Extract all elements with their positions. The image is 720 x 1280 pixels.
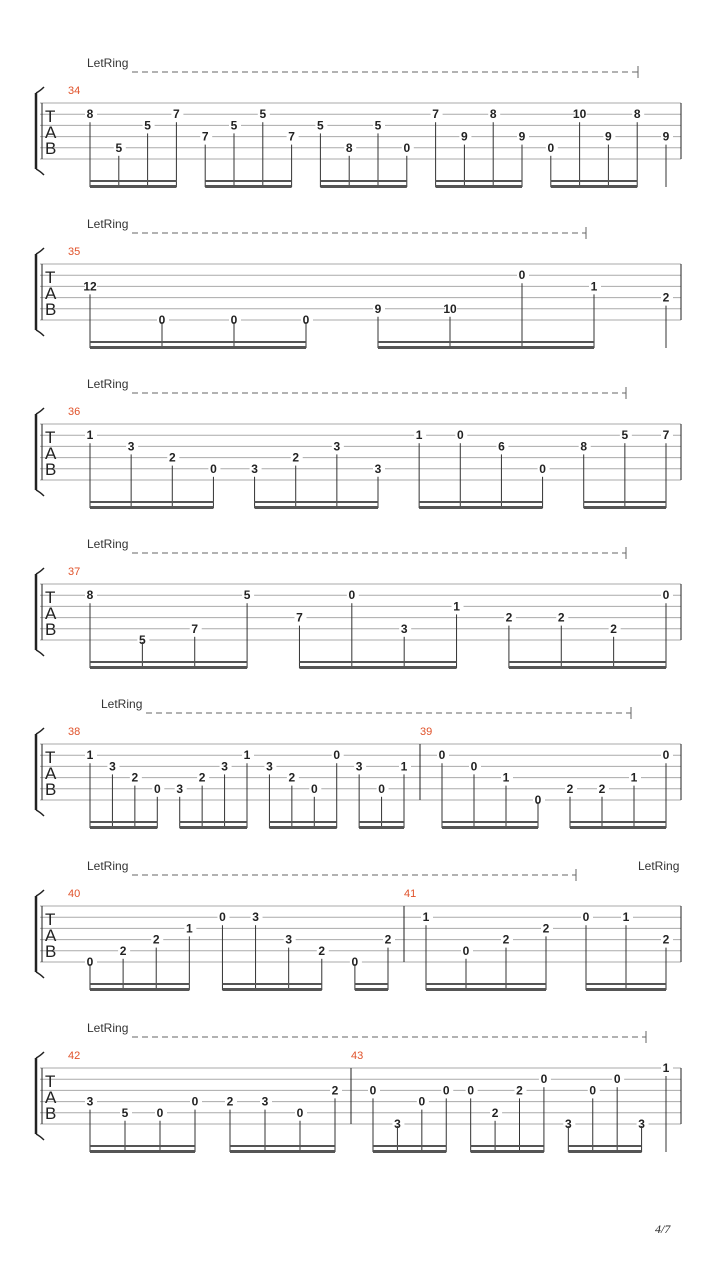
beam-secondary	[180, 821, 247, 823]
fret-number: 0	[462, 943, 470, 958]
beam-primary	[471, 1150, 544, 1153]
fret-number: 7	[296, 610, 303, 625]
fret-number: 9	[518, 129, 526, 144]
fret-number: 0	[613, 1072, 621, 1087]
fret-number: 8	[86, 588, 94, 603]
tab-clef-letter: T	[45, 268, 56, 287]
beam-primary	[586, 988, 666, 991]
fret-number: 3	[251, 461, 258, 476]
fret-number: 2	[557, 610, 565, 625]
fret-number: 0	[333, 748, 341, 763]
letring-label: LetRing	[87, 859, 129, 873]
fret-number: 7	[191, 621, 199, 636]
beam-primary	[90, 1150, 195, 1153]
tab-clef-letter: B	[45, 942, 57, 961]
tab-clef-letter: A	[45, 604, 57, 623]
fret-number: 1	[622, 910, 630, 925]
letring-label: LetRing	[638, 859, 680, 873]
fret-number: 1	[86, 428, 94, 443]
fret-number: 0	[589, 1083, 597, 1098]
beam-secondary	[90, 501, 213, 503]
tab-clef-letter: T	[45, 1072, 56, 1091]
beam-primary	[90, 185, 176, 188]
beam-secondary	[378, 341, 594, 343]
beam-secondary	[551, 180, 637, 182]
fret-number: 0	[302, 313, 310, 327]
beam-primary	[570, 826, 666, 829]
tab-clef-letter: T	[45, 588, 56, 607]
fret-number: 0	[369, 1083, 377, 1098]
fret-number: 2	[331, 1083, 339, 1098]
fret-number: 2	[610, 621, 617, 636]
tab-clef-letter: B	[45, 139, 57, 158]
fret-number: 5	[374, 118, 382, 133]
systems-layer	[36, 56, 681, 1153]
fret-number: 2	[119, 943, 127, 958]
letring-label: LetRing	[87, 56, 129, 70]
fret-number: 8	[580, 439, 588, 454]
beam-secondary	[436, 180, 522, 182]
fret-number: 1	[243, 748, 251, 763]
fret-number: 0	[547, 140, 555, 155]
beam-secondary	[90, 983, 189, 985]
beam-primary	[551, 185, 637, 188]
measure-number: 36	[68, 406, 81, 418]
fret-number: 3	[266, 759, 273, 774]
fret-number: 2	[502, 932, 510, 947]
measure-number: 43	[351, 1050, 364, 1062]
fret-number: 5	[230, 118, 238, 133]
fret-number: 3	[333, 439, 341, 454]
tab-system	[36, 377, 681, 509]
fret-number: 7	[173, 107, 180, 122]
fret-number: 1	[185, 921, 193, 936]
fret-number: 3	[176, 781, 184, 796]
beam-secondary	[426, 983, 546, 985]
beam-secondary	[299, 661, 456, 663]
fret-number: 0	[539, 461, 546, 476]
fret-number: 8	[633, 107, 641, 122]
fret-number: 10	[443, 301, 457, 316]
measure-number: 42	[68, 1050, 81, 1062]
tab-clef-letter: T	[45, 910, 56, 929]
tab-clef-letter: A	[45, 444, 57, 463]
fret-number: 0	[582, 910, 590, 925]
beam-primary	[419, 506, 542, 509]
fret-number: 3	[261, 1094, 269, 1109]
fret-number: 3	[109, 759, 116, 774]
fret-number: 9	[605, 129, 612, 144]
beam-primary	[299, 666, 456, 669]
fret-number: 3	[400, 621, 408, 636]
letring-label: LetRing	[87, 537, 129, 551]
fret-number: 0	[470, 759, 478, 774]
tab-system	[36, 217, 681, 349]
beam-secondary	[90, 180, 176, 182]
fret-number: 0	[219, 910, 226, 925]
fret-number: 2	[318, 943, 326, 958]
tab-clef-letter: A	[45, 1088, 57, 1107]
fret-number: 0	[467, 1083, 475, 1098]
beam-secondary	[586, 983, 666, 985]
tab-system	[36, 859, 681, 991]
fret-number: 2	[292, 450, 300, 465]
beam-secondary	[205, 180, 291, 182]
beam-secondary	[442, 821, 538, 823]
fret-number: 3	[86, 1094, 94, 1109]
beam-secondary	[359, 821, 404, 823]
fret-number: 5	[121, 1105, 129, 1120]
fret-number: 0	[534, 793, 542, 807]
measure-number: 34	[68, 85, 81, 97]
beam-primary	[436, 185, 522, 188]
beam-primary	[320, 185, 406, 188]
beam-primary	[90, 826, 157, 829]
fret-number: 1	[662, 1061, 670, 1075]
fret-number: 2	[542, 921, 550, 936]
fret-number: 1	[86, 748, 94, 763]
tab-clef-letter: B	[45, 300, 57, 319]
fret-number: 0	[230, 313, 238, 327]
fret-number: 2	[168, 450, 176, 465]
fret-number: 1	[630, 770, 638, 785]
fret-number: 0	[158, 313, 166, 327]
beam-secondary	[568, 1145, 641, 1147]
fret-number: 0	[403, 140, 411, 155]
beam-primary	[442, 826, 538, 829]
tab-clef-letter: T	[45, 748, 56, 767]
beam-secondary	[419, 501, 542, 503]
tab-system	[36, 1021, 681, 1153]
fret-number: 8	[345, 140, 353, 155]
fret-number: 6	[498, 439, 505, 454]
fret-number: 3	[127, 439, 135, 454]
fret-number: 0	[456, 428, 464, 443]
fret-number: 0	[438, 748, 446, 763]
letring-label: LetRing	[87, 217, 129, 231]
fret-number: 0	[191, 1094, 199, 1109]
fret-number: 5	[243, 588, 251, 603]
letring-label: LetRing	[101, 697, 143, 711]
fret-number: 2	[662, 290, 670, 305]
fret-number: 2	[662, 932, 670, 947]
fret-number: 3	[221, 759, 228, 774]
letring-label: LetRing	[87, 1021, 129, 1035]
fret-number: 0	[310, 781, 318, 796]
tab-system	[36, 697, 681, 829]
fret-number: 2	[384, 932, 392, 947]
fret-number: 5	[259, 107, 267, 122]
tab-clef-letter: A	[45, 926, 57, 945]
tab-clef-letter: T	[45, 107, 56, 126]
beam-secondary	[90, 1145, 195, 1147]
measure-number: 41	[404, 888, 417, 900]
fret-number: 1	[422, 910, 430, 925]
fret-number: 0	[86, 955, 94, 969]
beam-secondary	[230, 1145, 335, 1147]
fret-number: 2	[516, 1083, 523, 1098]
fret-number: 2	[288, 770, 296, 785]
fret-number: 9	[461, 129, 468, 144]
fret-number: 1	[590, 279, 598, 294]
fret-number: 7	[201, 129, 209, 144]
fret-number: 10	[572, 107, 587, 122]
beam-primary	[509, 666, 666, 669]
tab-system	[36, 56, 681, 188]
beam-primary	[269, 826, 336, 829]
fret-number: 8	[86, 107, 94, 122]
measure-number: 37	[68, 566, 81, 578]
beam-secondary	[584, 501, 666, 503]
beam-primary	[378, 346, 594, 349]
tab-clef-letter: A	[45, 123, 57, 142]
beam-secondary	[355, 983, 388, 985]
fret-number: 0	[518, 268, 526, 283]
fret-number: 0	[348, 588, 356, 603]
tab-clef-letter: T	[45, 428, 56, 447]
fret-number: 8	[489, 107, 497, 122]
beam-secondary	[471, 1145, 544, 1147]
beam-secondary	[90, 661, 247, 663]
fret-number: 0	[156, 1105, 164, 1120]
fret-number: 5	[317, 118, 324, 133]
measure-number: 40	[68, 888, 81, 900]
fret-number: 3	[252, 910, 259, 925]
beam-secondary	[570, 821, 666, 823]
beam-secondary	[373, 1145, 446, 1147]
beam-primary	[584, 506, 666, 509]
fret-number: 9	[662, 129, 670, 144]
beam-primary	[355, 988, 388, 991]
fret-number: 0	[210, 461, 217, 476]
fret-number: 3	[374, 461, 382, 476]
beam-secondary	[222, 983, 321, 985]
tab-clef-letter: A	[45, 764, 57, 783]
beam-primary	[426, 988, 546, 991]
fret-number: 0	[418, 1094, 426, 1109]
fret-number: 5	[139, 633, 146, 647]
fret-number: 3	[355, 759, 363, 774]
tab-clef-letter: B	[45, 620, 57, 639]
tab-clef-letter: B	[45, 460, 57, 479]
beam-secondary	[90, 821, 157, 823]
fret-number: 3	[285, 932, 293, 947]
fret-number: 1	[400, 759, 408, 774]
beam-secondary	[320, 180, 406, 182]
beam-secondary	[509, 661, 666, 663]
fret-number: 1	[453, 599, 460, 614]
tab-clef-letter: B	[45, 780, 57, 799]
fret-number: 12	[83, 279, 97, 294]
fret-number: 7	[288, 129, 295, 144]
measure-number: 38	[68, 726, 81, 738]
beam-primary	[90, 346, 306, 349]
tab-clef-letter: B	[45, 1104, 57, 1123]
page-number: 4/7	[655, 1222, 671, 1236]
fret-number: 9	[374, 301, 382, 316]
beam-secondary	[90, 341, 306, 343]
fret-number: 5	[621, 428, 629, 443]
fret-number: 0	[442, 1083, 450, 1098]
fret-number: 3	[394, 1117, 401, 1131]
beam-primary	[90, 506, 213, 509]
fret-number: 2	[152, 932, 160, 947]
beam-primary	[180, 826, 247, 829]
fret-number: 2	[491, 1105, 499, 1120]
beam-primary	[230, 1150, 335, 1153]
fret-number: 2	[598, 781, 606, 796]
beam-primary	[90, 988, 189, 991]
tab-clef-letter: A	[45, 284, 57, 303]
fret-number: 0	[351, 955, 359, 969]
measure-number: 39	[420, 726, 433, 738]
beam-primary	[205, 185, 291, 188]
fret-number: 0	[540, 1072, 548, 1087]
tab-system	[36, 537, 681, 669]
fret-number: 2	[226, 1094, 234, 1109]
beam-primary	[568, 1150, 641, 1153]
fret-number: 1	[502, 770, 510, 785]
fret-number: 2	[505, 610, 513, 625]
fret-number: 3	[638, 1117, 645, 1131]
fret-number: 2	[131, 770, 139, 785]
letring-label: LetRing	[87, 377, 129, 391]
beam-primary	[90, 666, 247, 669]
fret-number: 1	[415, 428, 423, 443]
fret-number: 7	[662, 428, 670, 443]
fret-number: 2	[198, 770, 206, 785]
fret-number: 5	[144, 118, 151, 133]
beam-secondary	[255, 501, 378, 503]
beam-primary	[222, 988, 321, 991]
fret-number: 5	[115, 140, 123, 155]
fret-number: 0	[662, 588, 670, 603]
fret-number: 2	[566, 781, 574, 796]
beam-primary	[255, 506, 378, 509]
fret-number: 0	[378, 781, 385, 796]
fret-number: 0	[153, 781, 161, 796]
beam-primary	[359, 826, 404, 829]
beam-secondary	[269, 821, 336, 823]
beam-primary	[373, 1150, 446, 1153]
fret-number: 7	[432, 107, 439, 122]
fret-number: 3	[564, 1117, 572, 1131]
fret-number: 0	[662, 748, 670, 763]
fret-number: 0	[296, 1105, 304, 1120]
measure-number: 35	[68, 246, 81, 258]
